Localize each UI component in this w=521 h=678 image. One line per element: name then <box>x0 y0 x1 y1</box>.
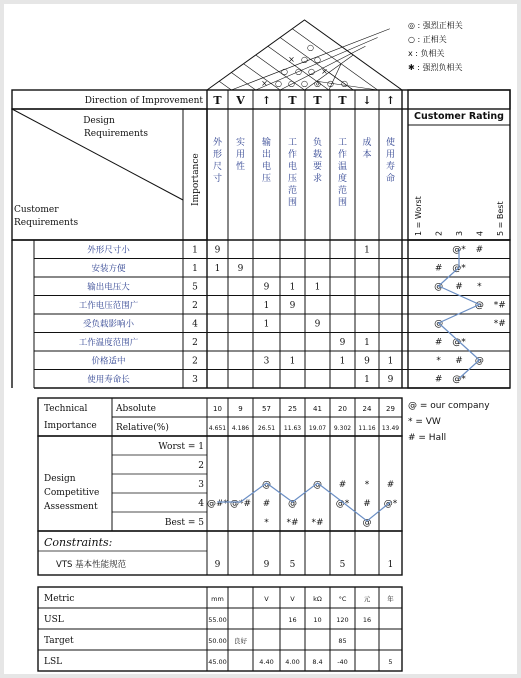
customer-requirement-name: 外形尺寸小 <box>87 245 130 256</box>
roof-correlation-symbol: ○ <box>275 79 282 88</box>
rating-mark: @ <box>474 356 484 366</box>
roof-correlation-symbol: ◎ <box>314 79 321 88</box>
design-requirement-char: 度 <box>337 174 348 184</box>
relationship-cell: 9 <box>263 282 270 293</box>
rating-scale-label: 3 <box>455 230 464 236</box>
rating-mark: @* <box>452 263 466 274</box>
design-requirement-char: 形 <box>212 150 223 160</box>
design-requirement-char: 压 <box>261 174 272 184</box>
relationship-cell: 1 <box>314 282 321 293</box>
importance-value: 2 <box>192 338 198 348</box>
relationship-cell: 1 <box>387 356 394 367</box>
competitive-scale-label: 4 <box>198 499 204 509</box>
relationship-cell: 9 <box>387 375 394 385</box>
design-requirement-char: 命 <box>385 174 396 184</box>
rating-mark: # <box>455 356 463 366</box>
spec-row-label: Target <box>44 636 74 646</box>
house-of-quality-diagram <box>4 4 517 674</box>
direction-arrow: V <box>236 94 245 107</box>
rating-legend-item: @ = our company <box>408 401 490 411</box>
relationship-cell: 1 <box>214 264 221 274</box>
direction-arrow: T <box>313 94 322 107</box>
spec-value: V <box>290 595 295 603</box>
spec-row-label: Metric <box>44 594 75 604</box>
relationship-cell: 3 <box>263 356 270 367</box>
relationship-cell: 1 <box>289 282 296 293</box>
spec-value: 120 <box>336 616 349 624</box>
constraint-cell: 9 <box>263 560 270 570</box>
design-requirement-char: 工 <box>337 138 348 148</box>
design-requirement-char: 压 <box>287 174 298 184</box>
roof-correlation-symbol: × <box>321 67 328 76</box>
house-of-quality-sheet <box>4 4 517 674</box>
relationship-cell: 9 <box>289 301 296 311</box>
design-requirement-char: 本 <box>362 150 372 160</box>
spec-value: -40 <box>337 658 348 666</box>
relative-value: 13.49 <box>381 425 400 432</box>
design-requirements-label: Design <box>83 116 115 126</box>
relationship-cell: 9 <box>364 356 370 367</box>
spec-value: 5 <box>388 658 393 666</box>
roof-correlation-symbol: ○ <box>288 79 295 88</box>
design-requirement-char: 求 <box>312 174 323 184</box>
rating-mark: # <box>434 374 443 385</box>
constraint-item: VTS 基本性能规范 <box>56 560 127 570</box>
competitive-mark: @*# <box>229 499 252 509</box>
absolute-value: 41 <box>313 405 322 413</box>
absolute-value: 25 <box>288 405 297 413</box>
relationship-cell: 9 <box>214 245 221 256</box>
roof-legend-item: ○ : 正相关 <box>408 35 447 44</box>
absolute-value: 20 <box>338 405 347 413</box>
competitive-mark: @ <box>288 499 297 509</box>
constraint-cell: 1 <box>387 560 394 570</box>
competitive-mark: @* <box>383 499 398 509</box>
direction-arrow: ↑ <box>261 94 272 107</box>
customer-requirements-label: Customer <box>14 205 59 215</box>
relationship-cell: 1 <box>364 245 370 256</box>
spec-value: mm <box>211 595 224 603</box>
rating-mark: # <box>434 337 443 348</box>
rating-mark: @ <box>434 282 444 292</box>
roof-correlation-symbol: ○ <box>308 67 315 76</box>
technical-importance-label: Importance <box>44 421 97 431</box>
constraint-cell: 5 <box>289 560 296 570</box>
design-requirement-char: 要 <box>312 162 323 172</box>
design-requirement-char: 成 <box>362 138 372 148</box>
rating-mark: *# <box>493 300 506 311</box>
direction-arrow: T <box>288 94 297 107</box>
roof-diagonal <box>231 73 255 91</box>
spec-value: kΩ <box>313 595 322 603</box>
spec-value: 元 <box>363 595 371 603</box>
competitive-scale-label: Worst = 1 <box>158 442 204 452</box>
customer-requirement-name: 工作温度范围广 <box>78 338 139 348</box>
competitive-scale-label: 2 <box>198 461 204 471</box>
roof-correlation-symbol: ○ <box>301 55 308 64</box>
relationship-cell: 9 <box>314 319 321 330</box>
spec-value: °C <box>338 595 347 603</box>
design-requirement-char: 用 <box>235 150 246 160</box>
design-requirement-char: 范 <box>337 186 348 196</box>
competitive-mark: # <box>338 480 347 490</box>
importance-value: 1 <box>192 264 198 274</box>
relationship-cell: 1 <box>263 301 270 311</box>
spec-value: 16 <box>362 616 372 624</box>
absolute-label: Absolute <box>116 404 156 414</box>
competitive-label: Design <box>44 474 76 484</box>
competitive-mark: *# <box>311 518 324 528</box>
competitive-mark: @ <box>262 480 271 490</box>
relative-label: Relative(%) <box>116 423 169 433</box>
design-requirement-char: 实 <box>235 138 246 148</box>
competitive-mark: # <box>363 499 371 509</box>
relative-value: 11.63 <box>283 425 302 432</box>
design-requirement-char: 用 <box>385 150 396 160</box>
roof-legend-item: x : 负相关 <box>408 49 445 58</box>
direction-arrow: T <box>213 94 222 107</box>
customer-requirements-label: Requirements <box>14 218 79 228</box>
design-requirement-char: 外 <box>212 138 223 148</box>
importance-header: Importance <box>191 153 201 206</box>
direction-arrow: ↓ <box>362 94 372 107</box>
spec-value: 10 <box>313 616 322 624</box>
absolute-value: 9 <box>238 405 243 413</box>
rating-mark: @ <box>434 319 444 329</box>
design-requirement-char: 围 <box>287 198 298 208</box>
design-requirement-char: 性 <box>235 162 246 172</box>
relationship-cell: 1 <box>289 356 296 367</box>
importance-value: 2 <box>192 356 198 367</box>
relationship-cell: 1 <box>364 338 370 348</box>
absolute-value: 29 <box>386 405 395 413</box>
design-requirement-char: 电 <box>287 162 298 172</box>
roof-correlation-symbol: ○ <box>327 79 334 88</box>
rating-scale-label: 4 <box>475 230 485 236</box>
rating-mark: # <box>455 282 463 292</box>
design-requirement-char: 载 <box>312 150 323 160</box>
relative-value: 19.07 <box>308 425 327 432</box>
customer-requirement-name: 工作电压范围广 <box>78 301 139 311</box>
technical-importance-label: Technical <box>44 404 88 414</box>
design-requirement-char: 使 <box>385 138 396 148</box>
competitive-label: Competitive <box>44 488 100 498</box>
spec-value: 55.00 <box>208 616 227 624</box>
design-requirement-char: 温 <box>337 162 348 172</box>
absolute-value: 57 <box>262 405 271 413</box>
relative-value: 11.16 <box>358 425 376 432</box>
relationship-cell: 1 <box>263 319 270 330</box>
relative-value: 4.651 <box>208 425 227 432</box>
competitive-mark: @ <box>362 518 372 528</box>
roof-legend-item: ✱ : 强烈负相关 <box>408 63 463 72</box>
direction-label: Direction of Improvement <box>84 96 203 106</box>
competitive-mark: *# <box>286 518 299 528</box>
absolute-value: 24 <box>362 405 372 413</box>
rating-mark: *# <box>493 319 506 329</box>
roof-correlation-symbol: ○ <box>314 55 321 64</box>
importance-value: 5 <box>192 282 198 293</box>
rating-mark: @ <box>474 300 484 311</box>
spec-value: 4.00 <box>285 658 300 666</box>
spec-row-label: USL <box>44 615 64 625</box>
customer-rating-title: Customer Rating <box>414 111 504 122</box>
rating-scale-label: 1 = Worst <box>414 196 424 236</box>
importance-value: 3 <box>192 375 198 385</box>
rating-legend-item: * = VW <box>408 417 441 427</box>
design-requirement-char: 寿 <box>385 162 396 172</box>
rating-mark: @* <box>452 337 466 348</box>
roof-correlation-symbol: ○ <box>301 79 308 88</box>
importance-value: 4 <box>192 319 198 330</box>
design-requirement-char: 电 <box>261 162 272 172</box>
roof-correlation-symbol: × <box>288 55 295 64</box>
direction-arrow: T <box>338 94 347 107</box>
competitive-mark: @ <box>313 480 322 490</box>
roof-legend-item: ◎ : 强烈正相关 <box>408 21 463 30</box>
rating-legend-item: # = Hall <box>408 433 447 443</box>
relative-value: 9.302 <box>333 425 352 432</box>
roof-correlation-symbol: ○ <box>281 67 288 76</box>
spec-value: 16 <box>288 616 297 624</box>
relative-value: 26.51 <box>257 425 276 432</box>
roof-correlation-symbol: ○ <box>307 43 314 52</box>
design-requirement-char: 尺 <box>212 162 223 172</box>
constraints-label: Constraints: <box>44 536 113 549</box>
spec-value: 年 <box>387 595 394 603</box>
importance-value: 2 <box>192 301 198 311</box>
roof-correlation-symbol: ○ <box>295 67 302 76</box>
customer-requirement-name: 价格适中 <box>91 356 126 367</box>
design-requirement-char: 作 <box>287 150 298 160</box>
competitive-mark: * <box>364 480 370 490</box>
spec-value: V <box>264 595 269 603</box>
spec-row-label: LSL <box>44 657 63 667</box>
spec-value: 4.40 <box>259 658 274 666</box>
design-requirement-char: 输 <box>261 138 272 148</box>
absolute-value: 10 <box>213 405 222 413</box>
design-requirement-char: 作 <box>337 150 348 160</box>
direction-arrow: ↑ <box>385 94 396 107</box>
spec-value: 85 <box>338 637 347 645</box>
competitive-mark: @#* <box>206 499 229 509</box>
relationship-cell: 1 <box>364 375 370 385</box>
rating-mark: * <box>436 356 441 366</box>
competitive-assessment-box <box>38 436 402 531</box>
roof-correlation-symbol: × <box>261 79 268 88</box>
spec-value: 50.00 <box>208 637 227 645</box>
competitive-mark: * <box>264 518 269 528</box>
design-requirement-char: 寸 <box>212 174 223 184</box>
design-requirement-char: 范 <box>287 186 298 196</box>
competitive-mark: # <box>262 499 271 509</box>
relative-value: 4.186 <box>231 425 250 432</box>
spec-value: 45.00 <box>208 658 227 666</box>
rating-mark: # <box>475 245 484 255</box>
constraint-cell: 5 <box>339 560 346 570</box>
design-requirements-label: Requirements <box>83 129 149 139</box>
relationship-cell: 1 <box>339 356 346 367</box>
customer-requirement-name: 受负载影响小 <box>82 319 135 330</box>
relationship-cell: 9 <box>339 338 346 348</box>
rating-mark: * <box>477 282 482 292</box>
rating-mark: @* <box>452 374 466 385</box>
competitive-mark: # <box>386 480 395 490</box>
constraint-cell: 9 <box>214 560 221 570</box>
customer-requirement-name: 输出电压大 <box>87 282 130 293</box>
competitive-scale-label: 3 <box>198 480 204 490</box>
rating-scale-label: 2 <box>434 230 444 236</box>
customer-requirement-name: 安装方便 <box>91 264 126 274</box>
rating-scale-label: 5 = Best <box>495 201 505 236</box>
competitive-label: Assessment <box>44 502 98 512</box>
spec-value: 8.4 <box>312 658 323 666</box>
rating-mark: # <box>434 263 443 274</box>
rating-mark: @* <box>452 245 466 255</box>
design-requirement-char: 工 <box>287 138 298 148</box>
roof-correlation-symbol: ○ <box>341 79 348 88</box>
importance-value: 1 <box>192 245 198 256</box>
design-requirement-char: 负 <box>312 138 323 148</box>
competitive-mark: @* <box>335 499 350 509</box>
design-requirement-char: 出 <box>261 150 272 160</box>
roof-diagonal <box>219 81 231 90</box>
customer-requirement-name: 使用寿命长 <box>87 375 130 385</box>
relationship-cell: 9 <box>237 264 244 274</box>
spec-value: 良好 <box>234 637 247 645</box>
design-requirement-char: 围 <box>337 198 348 208</box>
competitive-scale-label: Best = 5 <box>164 518 204 528</box>
